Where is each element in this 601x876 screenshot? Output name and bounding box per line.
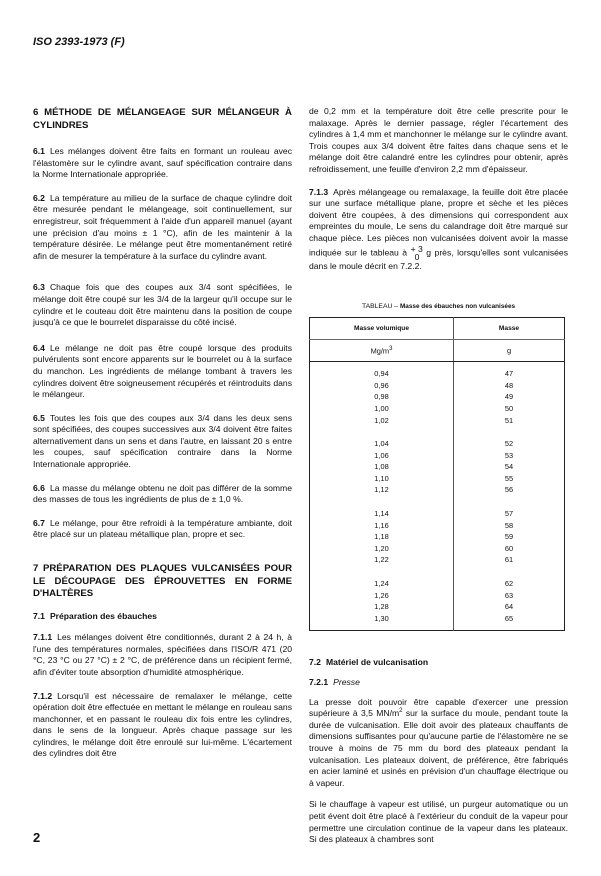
caption-title: Masse des ébauches non vulcanisées xyxy=(399,303,516,311)
left-column xyxy=(33,0,292,760)
density-cell: 1,20 xyxy=(310,543,454,555)
table-row xyxy=(310,473,565,485)
density-cell: 1,18 xyxy=(310,531,454,543)
clause-number: 7.1.1 xyxy=(33,632,53,643)
density-cell: 0,98 xyxy=(310,391,454,403)
paragraph-6-2 xyxy=(33,193,292,263)
clause-text: Les mélanges doivent être faits en formant un rouleau avec l'élastomère sur le cylindre avant, sauf spécification contraire dans la Norme Internationale appropriée. xyxy=(33,146,292,180)
clause-number: 7.2.1 xyxy=(309,677,329,687)
density-cell: 1,00 xyxy=(310,403,454,415)
clause-text: Lorsqu'il est nécessaire de remalaxer le mélange, cette opération doit être effectuée en mettant le mélange en rouleau sans manchonner, et en passant le rouleau dix fois entre les cylindres, dans le sens de la longueur. Après chaque passage sur les cylindres, le mélange doit être enroulé sur lui-même. L'écartement des cylindres doit être xyxy=(33,690,292,759)
density-cell: 1,06 xyxy=(310,450,454,462)
table-row xyxy=(310,403,565,415)
mass-cell: 55 xyxy=(504,473,514,483)
clause-number: 7.2 xyxy=(309,657,321,668)
subsection-7-2-1-heading xyxy=(309,677,568,689)
clause-text: Chaque fois que des coupes aux 3/4 sont spécifiées, le mélange doit être coupé sur les 3/4 de la largeur qu'il occupe sur le cylindre et le couteau doit être maintenu dans la position de coupe jusqu'à ce que le bourrelet disparaisse du côté incisé. xyxy=(33,282,292,328)
mass-cell: 51 xyxy=(504,415,514,425)
table-row xyxy=(310,590,565,602)
paragraph-6-1 xyxy=(33,146,292,181)
clause-text: Le mélange ne doit pas être coupé lorsque des produits pulvérulents sont encore apparents sur le bourrelet ou à la surface du manchon. Les ingrédients de mélange tombant à travers les cylindres doivent être soigneusement récupérés et réintroduits dans le mélangeur. xyxy=(33,342,292,400)
clause-number: 6.4 xyxy=(33,342,45,353)
density-cell: 1,14 xyxy=(310,502,454,520)
unit-cell: g xyxy=(454,340,565,362)
heading-text: Matériel de vulcanisation xyxy=(325,657,429,668)
density-cell: 1,16 xyxy=(310,520,454,532)
mass-cell: 56 xyxy=(504,485,514,495)
mass-cell: 64 xyxy=(504,602,514,612)
table-row xyxy=(310,362,565,380)
clause-number: 6.3 xyxy=(33,282,45,293)
mass-cell: 58 xyxy=(504,520,514,530)
clause-text: Toutes les fois que des coupes aux 3/4 dans les deux sens sont spécifiées, des coupes successives aux 3/4 doivent être faites alternativement dans un sens et dans l'autre, en laissant 20 s entre les coupes, sauf spécification contraire dans la Norme Internationale appropriée. xyxy=(33,412,292,470)
table-row xyxy=(310,415,565,433)
density-cell: 1,08 xyxy=(310,461,454,473)
unit-text: Mg/m xyxy=(370,346,390,356)
paragraph-7-1-3 xyxy=(309,187,568,273)
tolerance-upper: + 3 xyxy=(410,243,423,254)
mass-cell: 65 xyxy=(504,613,514,623)
right-column xyxy=(309,0,568,846)
paragraph-6-3 xyxy=(33,282,292,328)
unit-cell xyxy=(310,340,454,362)
unit-superscript: 3 xyxy=(389,345,393,352)
paragraph-7-1-1 xyxy=(33,632,292,678)
density-cell: 1,26 xyxy=(310,590,454,602)
table-row xyxy=(310,531,565,543)
table-row xyxy=(310,601,565,613)
table-row xyxy=(310,554,565,572)
density-cell: 1,28 xyxy=(310,601,454,613)
mass-cell: 63 xyxy=(504,590,514,600)
mass-cell: 53 xyxy=(504,450,514,460)
mass-cell: 60 xyxy=(504,543,514,553)
paragraph-7-1-2 xyxy=(33,691,292,761)
clause-text-end: g près, lorsqu'elles sont vulcanisées dans le moule décrit en 7.2.2. xyxy=(309,246,568,271)
table-row xyxy=(310,543,565,555)
clause-number: 6.7 xyxy=(33,517,45,528)
clause-number: 7.1.3 xyxy=(309,186,329,197)
density-cell: 1,02 xyxy=(310,415,454,433)
subsection-7-1-heading xyxy=(33,611,292,623)
table-row xyxy=(310,572,565,590)
table-group xyxy=(310,502,565,572)
text: sur la surface du moule, pendant toute la durée de vulcanisation. Elle doit avoir des plateaux chauffants de dimensions suffisantes pour qu'aucune partie de l'élastomère ne se trouve à moins de 75 mm du bord des plateaux pendant la vulcanisation. Les plateaux doivent, de préférence, être fabriqués en acier laminé et usinés en prévision d'un chauffage électrique ou à vapeur. xyxy=(309,708,568,788)
table-row xyxy=(310,450,565,462)
paragraph-presse-2: Si le chauffage à vapeur est utilisé, un purgeur automatique ou un petit évent doit être placé à l'extérieur du conduit de la vapeur pour permettre une circulation continue de la vapeur dans les plateaux. Si des plateaux à chambres sont xyxy=(309,799,568,845)
mass-cell: 59 xyxy=(504,532,514,542)
column-header: Masse xyxy=(454,318,565,340)
clause-number: 6.1 xyxy=(33,146,45,156)
caption-prefix: TABLEAU – xyxy=(361,303,399,311)
mass-cell: 54 xyxy=(504,462,514,472)
table-row xyxy=(310,380,565,392)
density-cell: 1,04 xyxy=(310,432,454,450)
density-cell: 0,96 xyxy=(310,380,454,392)
paragraph-6-5 xyxy=(33,413,292,471)
mass-cell: 48 xyxy=(504,380,514,390)
mass-cell: 61 xyxy=(504,555,514,565)
column-header: Masse volumique xyxy=(310,318,454,340)
table-row xyxy=(310,391,565,403)
table-row xyxy=(310,502,565,520)
paragraph-6-7 xyxy=(33,518,292,541)
paragraph-continued: de 0,2 mm et la température doit être celle prescrite pour le malaxage. Après le dernier passage, régler l'écartement des cylindres à 1,4 mm et manchonner le mélange sur le cylindre avant. Trois coupes aux 3/4 doivent être faites dans chaque sens et le mélange doit être calandré entre les cylindres pour obtenir, après refroidissement, une feuille d'environ 2,2 mm d'épaisseur. xyxy=(309,106,568,174)
page-number: 2 xyxy=(33,830,41,845)
paragraph-6-4 xyxy=(33,343,292,401)
density-cell: 1,24 xyxy=(310,572,454,590)
density-cell: 1,30 xyxy=(310,613,454,631)
mass-cell: 50 xyxy=(504,403,514,413)
section-6-heading: 6 MÉTHODE DE MÉLANGEAGE SUR MÉLANGEUR À CYLINDRES xyxy=(33,107,292,131)
clause-text: Les mélanges doivent être conditionnés, durant 2 à 24 h, à l'une des températures normales, spécifiées dans l'ISO/R 471 (20 °C, 23 °C ou 27 °C) ± 2 °C, de préférence dans un récipient fermé, afin d'éviter toute absorption d'humidité atmosphérique. xyxy=(33,632,292,677)
table-row xyxy=(310,613,565,631)
clause-text: La masse du mélange obtenu ne doit pas différer de la somme des masses de tous les ingrédients de plus de ± 1,0 %. xyxy=(33,482,292,505)
density-cell: 1,22 xyxy=(310,554,454,572)
mass-cell: 57 xyxy=(504,509,514,519)
clause-number: 6.5 xyxy=(33,412,45,423)
clause-text: Après mélangeage ou remalaxage, la feuille doit être placée sur une surface métallique plane, propre et sèche et les pièces doivent être coupées, à des dimensions qui correspondent aux empreintes du moule, Le sens du calandrage doit être marqué sur chaque pièce. Les pièces non vulcanisées doivent avoir la masse indiquée sur le tableau à xyxy=(309,186,568,257)
table-row xyxy=(310,520,565,532)
density-cell: 1,12 xyxy=(310,484,454,502)
paragraph-presse-1 xyxy=(309,697,568,790)
clause-number: 7.1.2 xyxy=(33,690,53,701)
table-group xyxy=(310,432,565,502)
superscript: 2 xyxy=(399,708,403,715)
mass-cell: 47 xyxy=(504,369,514,379)
tolerance-lower: 0 xyxy=(414,251,420,262)
clause-text: La température au milieu de la surface de chaque cylindre doit être mesurée pendant le mélangeage, soit continuellement, sur enregistreur, soit fréquemment à l'aide d'un appareil manuel (ayant une précision d'au moins ± 1 °C), afin de les maintenir à la température désirée. Le mélange peut être momentanément retiré afin de mesurer la température à la surface du cylindre avant. xyxy=(33,192,292,261)
table-group xyxy=(310,362,565,432)
table-row xyxy=(310,432,565,450)
clause-text: Le mélange, pour être refroidi à la température ambiante, doit être placé sur un plateau métallique plan, propre et sec. xyxy=(33,517,292,540)
clause-number: 6.2 xyxy=(33,192,45,203)
heading-text: Préparation des ébauches xyxy=(49,610,157,621)
mass-cell: 62 xyxy=(504,579,514,589)
mass-cell: 49 xyxy=(504,392,514,402)
section-7-heading: 7 PRÉPARATION DES PLAQUES VULCANISÉES POUR LE DÉCOUPAGE DES ÉPROUVETTES EN FORME D'HALTÈRES xyxy=(33,563,292,600)
tolerance xyxy=(411,245,423,261)
density-cell: 0,94 xyxy=(310,362,454,380)
document-header: ISO 2393-1973 (F) xyxy=(33,36,125,48)
subsection-7-2-heading xyxy=(309,657,568,669)
table-row xyxy=(310,461,565,473)
table-row xyxy=(310,484,565,502)
clause-number: 6.6 xyxy=(33,482,45,493)
text: La presse doit pouvoir être capable d'exercer une pression supérieure à 3,5 MN/m xyxy=(309,696,568,719)
table-group xyxy=(310,572,565,631)
heading-text: Presse xyxy=(333,677,360,687)
density-cell: 1,10 xyxy=(310,473,454,485)
mass-cell: 52 xyxy=(504,439,514,449)
table-caption xyxy=(309,302,568,311)
mass-table xyxy=(309,317,565,631)
clause-number: 7.1 xyxy=(33,610,45,621)
paragraph-6-6 xyxy=(33,483,292,506)
